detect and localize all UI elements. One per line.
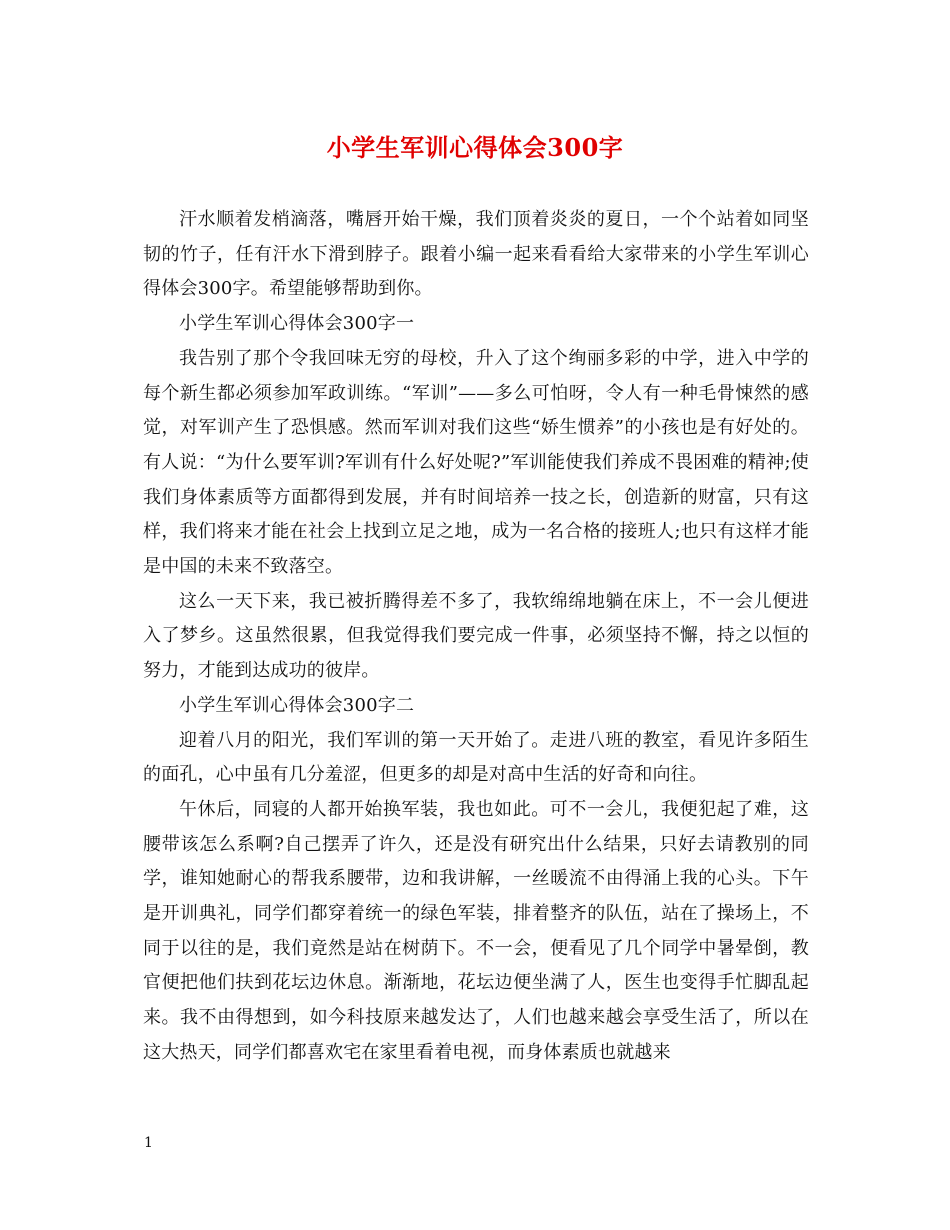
body-paragraph: 我告别了那个令我回味无穷的母校，升入了这个绚丽多彩的中学，进入中学的每个新生都必须参加军政训练。“军训”——多么可怕呀，令人有一种毛骨悚然的感觉，对军训产生了恐惧感。然而军训对我们这些“娇生惯养”的小孩也是有好处的。有人说：“为什么要军训?军训有什么好处呢?”军训能使我们养成不畏困难的精神;使我们身体素质等方面都得到发展，并有时间培养一技之长，创造新的财富，只有这样，我们将来才能在社会上找到立足之地，成为一名合格的接班人;也只有这样才能是中国的未来不致落空。 (143, 347, 809, 578)
section-heading-two: 小学生军训心得体会300字二 (179, 694, 415, 716)
body-paragraph: 午休后，同寝的人都开始换军装，我也如此。可不一会儿，我便犯起了难，这腰带该怎么系啊?自己摆弄了许久，还是没有研究出什么结果，只好去请教别的同学，谁知她耐心的帮我系腰带，边和我讲解，一丝暖流不由得涌上我的心头。下午是开训典礼，同学们都穿着统一的绿色军装，排着整齐的队伍，站在了操场上，不同于以往的是，我们竟然是站在树荫下。不一会，便看见了几个同学中暑晕倒，教官便把他们扶到花坛边休息。渐渐地，花坛边便坐满了人，医生也变得手忙脚乱起来。我不由得想到，如今科技原来越发达了，人们也越来越会享受生活了，所以在这大热天，同学们都喜欢宅在家里看着电视，而身体素质也就越来 (143, 798, 809, 1063)
document-body (143, 203, 809, 1071)
section-heading-one: 小学生军训心得体会300字一 (179, 313, 415, 335)
intro-paragraph: 汗水顺着发梢滴落，嘴唇开始干燥，我们顶着炎炎的夏日，一个个站着如同坚韧的竹子，任有汗水下滑到脖子。跟着小编一起来看看给大家带来的小学生军训心得体会300字。希望能够帮助到你。 (143, 209, 809, 300)
page-number: 1 (144, 1135, 153, 1151)
document-title: 小学生军训心得体会300字 (326, 133, 624, 162)
body-paragraph: 这么一天下来，我已被折腾得差不多了，我软绵绵地躺在床上，不一会儿便进入了梦乡。这虽然很累，但我觉得我们要完成一件事，必须坚持不懈，持之以恒的努力，才能到达成功的彼岸。 (143, 590, 809, 682)
body-paragraph: 迎着八月的阳光，我们军训的第一天开始了。走进八班的教室，看见许多陌生的面孔，心中虽有几分羞涩，但更多的却是对高中生活的好奇和向往。 (143, 729, 809, 786)
